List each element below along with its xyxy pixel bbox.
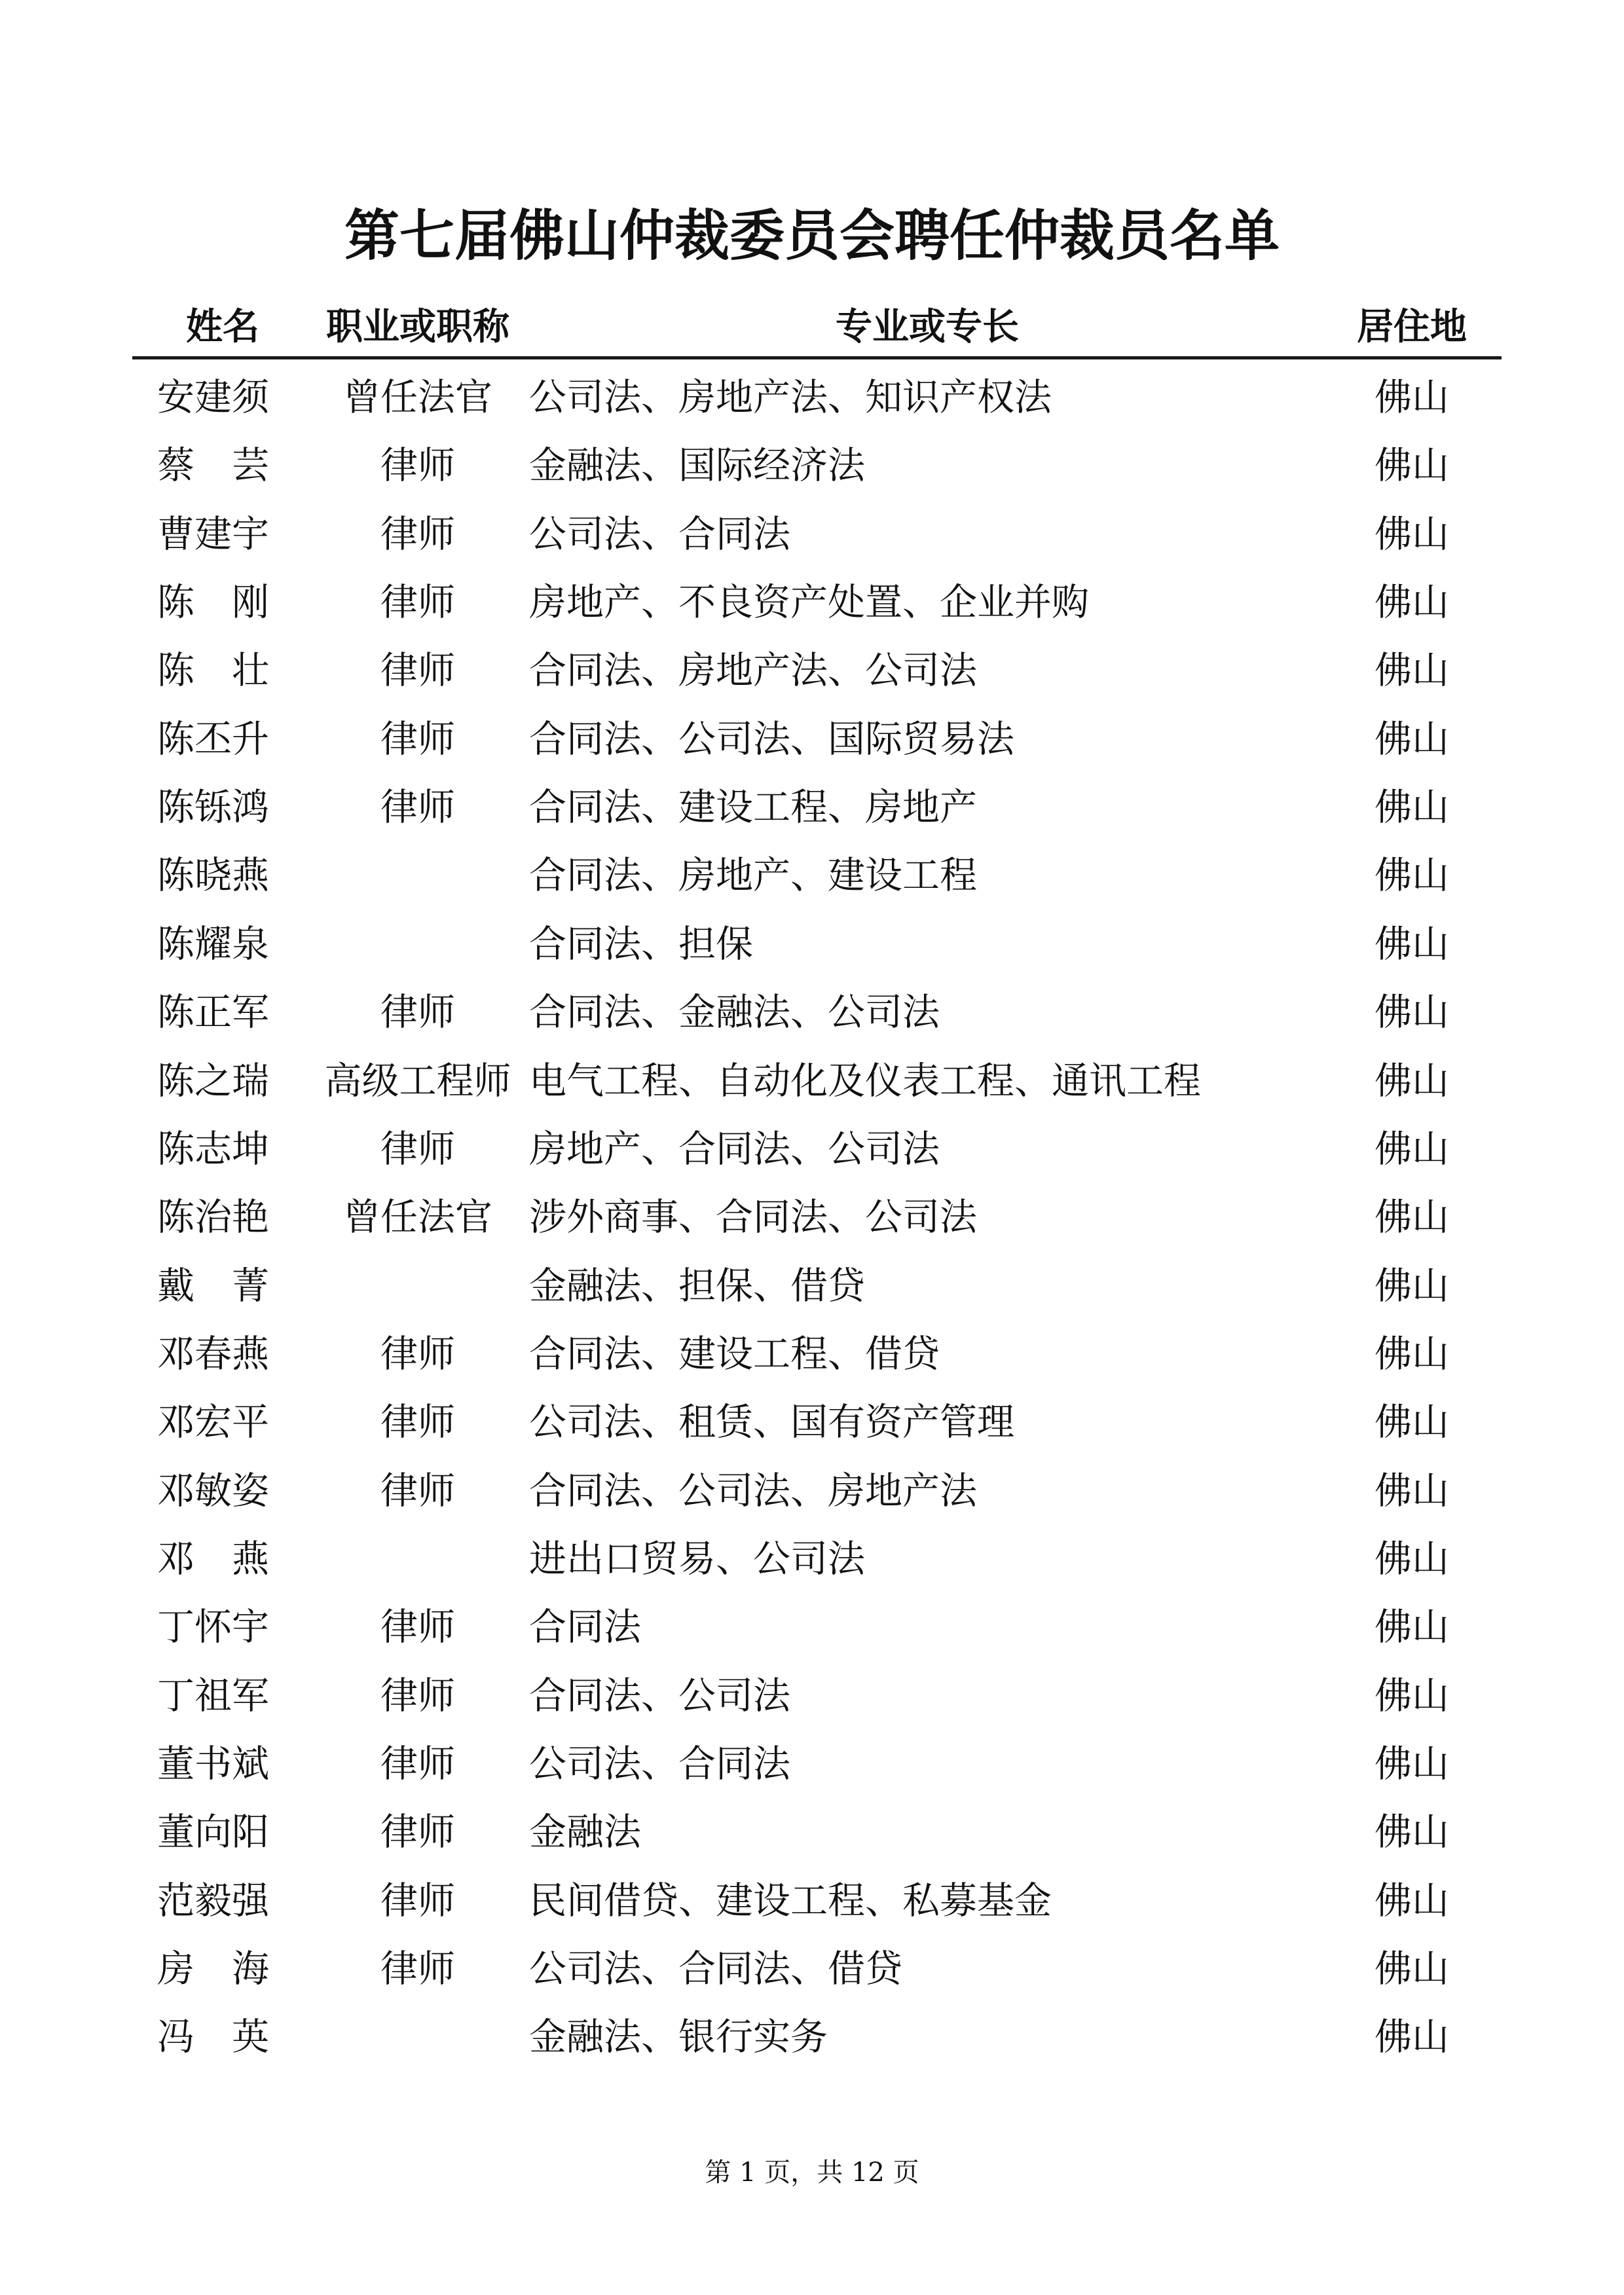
- table-row: [0, 1811, 1624, 1853]
- table-row: [0, 1880, 1624, 1922]
- cell-residence: 佛山: [1375, 1264, 1449, 1308]
- cell-specialty: 合同法、建设工程、房地产: [529, 786, 977, 830]
- cell-specialty: 合同法、公司法: [529, 1674, 790, 1717]
- cell-name: 丁祖军: [157, 1674, 269, 1717]
- cell-occupation: 律师: [380, 1674, 455, 1717]
- cell-residence: 佛山: [1375, 1469, 1449, 1513]
- cell-occupation: 律师: [380, 1947, 455, 1991]
- table-row: [0, 1675, 1624, 1717]
- cell-residence: 佛山: [1375, 1947, 1449, 1991]
- cell-residence: 佛山: [1375, 854, 1449, 898]
- cell-occupation: 律师: [380, 1742, 455, 1786]
- cell-residence: 佛山: [1375, 1742, 1449, 1786]
- table-row: [0, 991, 1624, 1033]
- cell-residence: 佛山: [1375, 1537, 1449, 1581]
- cell-name: 陈正军: [157, 991, 269, 1035]
- cell-name: 董向阳: [157, 1810, 269, 1854]
- cell-specialty: 金融法、国际经济法: [529, 444, 865, 488]
- cell-name: 戴 菁: [157, 1264, 269, 1308]
- cell-occupation: 律师: [380, 649, 455, 693]
- cell-specialty: 房地产、合同法、公司法: [529, 1127, 940, 1171]
- cell-specialty: 涉外商事、合同法、公司法: [529, 1196, 977, 1239]
- cell-specialty: 民间借贷、建设工程、私募基金: [529, 1879, 1052, 1922]
- cell-residence: 佛山: [1375, 512, 1449, 556]
- cell-occupation: 律师: [380, 1810, 455, 1854]
- header-name: 姓名: [186, 305, 259, 348]
- cell-occupation: 律师: [380, 1127, 455, 1171]
- cell-residence: 佛山: [1375, 2015, 1449, 2059]
- table-row: [0, 1060, 1624, 1102]
- cell-occupation: 高级工程师: [324, 1059, 511, 1103]
- cell-residence: 佛山: [1375, 922, 1449, 966]
- table-row: [0, 1401, 1624, 1443]
- page-footer: 第 1 页，共 12 页: [705, 2157, 919, 2188]
- cell-occupation: 律师: [380, 1469, 455, 1513]
- cell-specialty: 合同法、公司法、国际贸易法: [529, 717, 1014, 761]
- cell-name: 安建须: [157, 376, 269, 419]
- cell-residence: 佛山: [1375, 376, 1449, 419]
- cell-name: 陈丕升: [157, 717, 269, 761]
- cell-name: 冯 英: [157, 2015, 269, 2059]
- table-row: [0, 1470, 1624, 1512]
- cell-occupation: 律师: [380, 717, 455, 761]
- cell-name: 董书斌: [157, 1742, 269, 1786]
- cell-specialty: 合同法、金融法、公司法: [529, 991, 940, 1035]
- cell-specialty: 公司法、租赁、国有资产管理: [529, 1401, 1014, 1444]
- cell-specialty: 公司法、房地产法、知识产权法: [529, 376, 1052, 419]
- cell-occupation: [301, 1265, 534, 1307]
- cell-name: 曹建宇: [157, 512, 269, 556]
- cell-occupation: 律师: [380, 1879, 455, 1922]
- cell-name: 邓春燕: [157, 1332, 269, 1376]
- cell-specialty: 进出口贸易、公司法: [529, 1537, 865, 1581]
- cell-residence: 佛山: [1375, 1059, 1449, 1103]
- cell-occupation: 曾任法官: [343, 1196, 492, 1239]
- header-occupation: 职业或职称: [326, 305, 509, 348]
- table-row: [0, 650, 1624, 691]
- cell-residence: 佛山: [1375, 1332, 1449, 1376]
- cell-name: 丁怀宇: [157, 1606, 269, 1649]
- cell-occupation: 律师: [380, 1606, 455, 1649]
- cell-name: 房 海: [157, 1947, 269, 1991]
- cell-residence: 佛山: [1375, 1127, 1449, 1171]
- cell-occupation: 律师: [380, 1401, 455, 1444]
- table-row: [0, 1743, 1624, 1785]
- cell-residence: 佛山: [1375, 1879, 1449, 1922]
- table-row: [0, 786, 1624, 828]
- table-row: [0, 1128, 1624, 1170]
- cell-name: 陈 刚: [157, 581, 269, 625]
- cell-residence: 佛山: [1375, 1196, 1449, 1239]
- cell-residence: 佛山: [1375, 1674, 1449, 1717]
- table-row: [0, 923, 1624, 965]
- cell-occupation: 律师: [380, 1332, 455, 1376]
- cell-occupation: 律师: [380, 512, 455, 556]
- cell-name: 邓敏姿: [157, 1469, 269, 1513]
- cell-occupation: 律师: [380, 444, 455, 488]
- header-residence: 居住地: [1357, 305, 1467, 348]
- cell-name: 邓宏平: [157, 1401, 269, 1444]
- table-row: [0, 1196, 1624, 1238]
- cell-specialty: 合同法、担保: [529, 922, 753, 966]
- cell-residence: 佛山: [1375, 1606, 1449, 1649]
- cell-occupation: [301, 923, 534, 965]
- cell-occupation: [301, 2016, 534, 2058]
- cell-specialty: 金融法: [529, 1810, 641, 1854]
- cell-specialty: 合同法、公司法、房地产法: [529, 1469, 977, 1513]
- cell-name: 邓 燕: [157, 1537, 269, 1581]
- cell-name: 陈耀泉: [157, 922, 269, 966]
- cell-residence: 佛山: [1375, 991, 1449, 1035]
- cell-occupation: [301, 854, 534, 896]
- table-row: [0, 376, 1624, 418]
- cell-specialty: 合同法、建设工程、借贷: [529, 1332, 940, 1376]
- cell-name: 范毅强: [157, 1879, 269, 1922]
- table-row: [0, 1948, 1624, 1990]
- table-row: [0, 1333, 1624, 1375]
- cell-specialty: 房地产、不良资产处置、企业并购: [529, 581, 1089, 625]
- cell-name: 陈 壮: [157, 649, 269, 693]
- cell-name: 陈治艳: [157, 1196, 269, 1239]
- page-title: 第七届佛山仲裁委员会聘任仲裁员名单: [344, 203, 1280, 268]
- cell-specialty: 合同法、房地产、建设工程: [529, 854, 977, 898]
- table-row: [0, 718, 1624, 760]
- table-row: [0, 513, 1624, 555]
- cell-specialty: 公司法、合同法: [529, 512, 790, 556]
- cell-occupation: [301, 1538, 534, 1580]
- header-specialty: 专业或专长: [836, 305, 1019, 348]
- cell-residence: 佛山: [1375, 717, 1449, 761]
- cell-occupation: 曾任法官: [343, 376, 492, 419]
- cell-residence: 佛山: [1375, 1401, 1449, 1444]
- table-row: [0, 1538, 1624, 1580]
- cell-specialty: 公司法、合同法、借贷: [529, 1947, 902, 1991]
- cell-residence: 佛山: [1375, 1810, 1449, 1854]
- table-row: [0, 854, 1624, 896]
- cell-specialty: 金融法、担保、借贷: [529, 1264, 865, 1308]
- cell-name: 陈之瑞: [157, 1059, 269, 1103]
- cell-specialty: 合同法、房地产法、公司法: [529, 649, 977, 693]
- cell-occupation: 律师: [380, 786, 455, 830]
- cell-residence: 佛山: [1375, 581, 1449, 625]
- cell-name: 陈铄鸿: [157, 786, 269, 830]
- cell-name: 陈志坤: [157, 1127, 269, 1171]
- table-row: [0, 1265, 1624, 1307]
- cell-occupation: 律师: [380, 991, 455, 1035]
- cell-specialty: 公司法、合同法: [529, 1742, 790, 1786]
- cell-occupation: 律师: [380, 581, 455, 625]
- cell-residence: 佛山: [1375, 444, 1449, 488]
- cell-specialty: 金融法、银行实务: [529, 2015, 828, 2059]
- cell-name: 陈晓燕: [157, 854, 269, 898]
- cell-specialty: 电气工程、自动化及仪表工程、通讯工程: [529, 1059, 1201, 1103]
- table-row: [0, 2016, 1624, 2058]
- table-row: [0, 445, 1624, 487]
- cell-residence: 佛山: [1375, 649, 1449, 693]
- table-row: [0, 581, 1624, 623]
- cell-residence: 佛山: [1375, 786, 1449, 830]
- cell-specialty: 合同法: [529, 1606, 641, 1649]
- cell-name: 蔡 芸: [157, 444, 269, 488]
- table-row: [0, 1606, 1624, 1648]
